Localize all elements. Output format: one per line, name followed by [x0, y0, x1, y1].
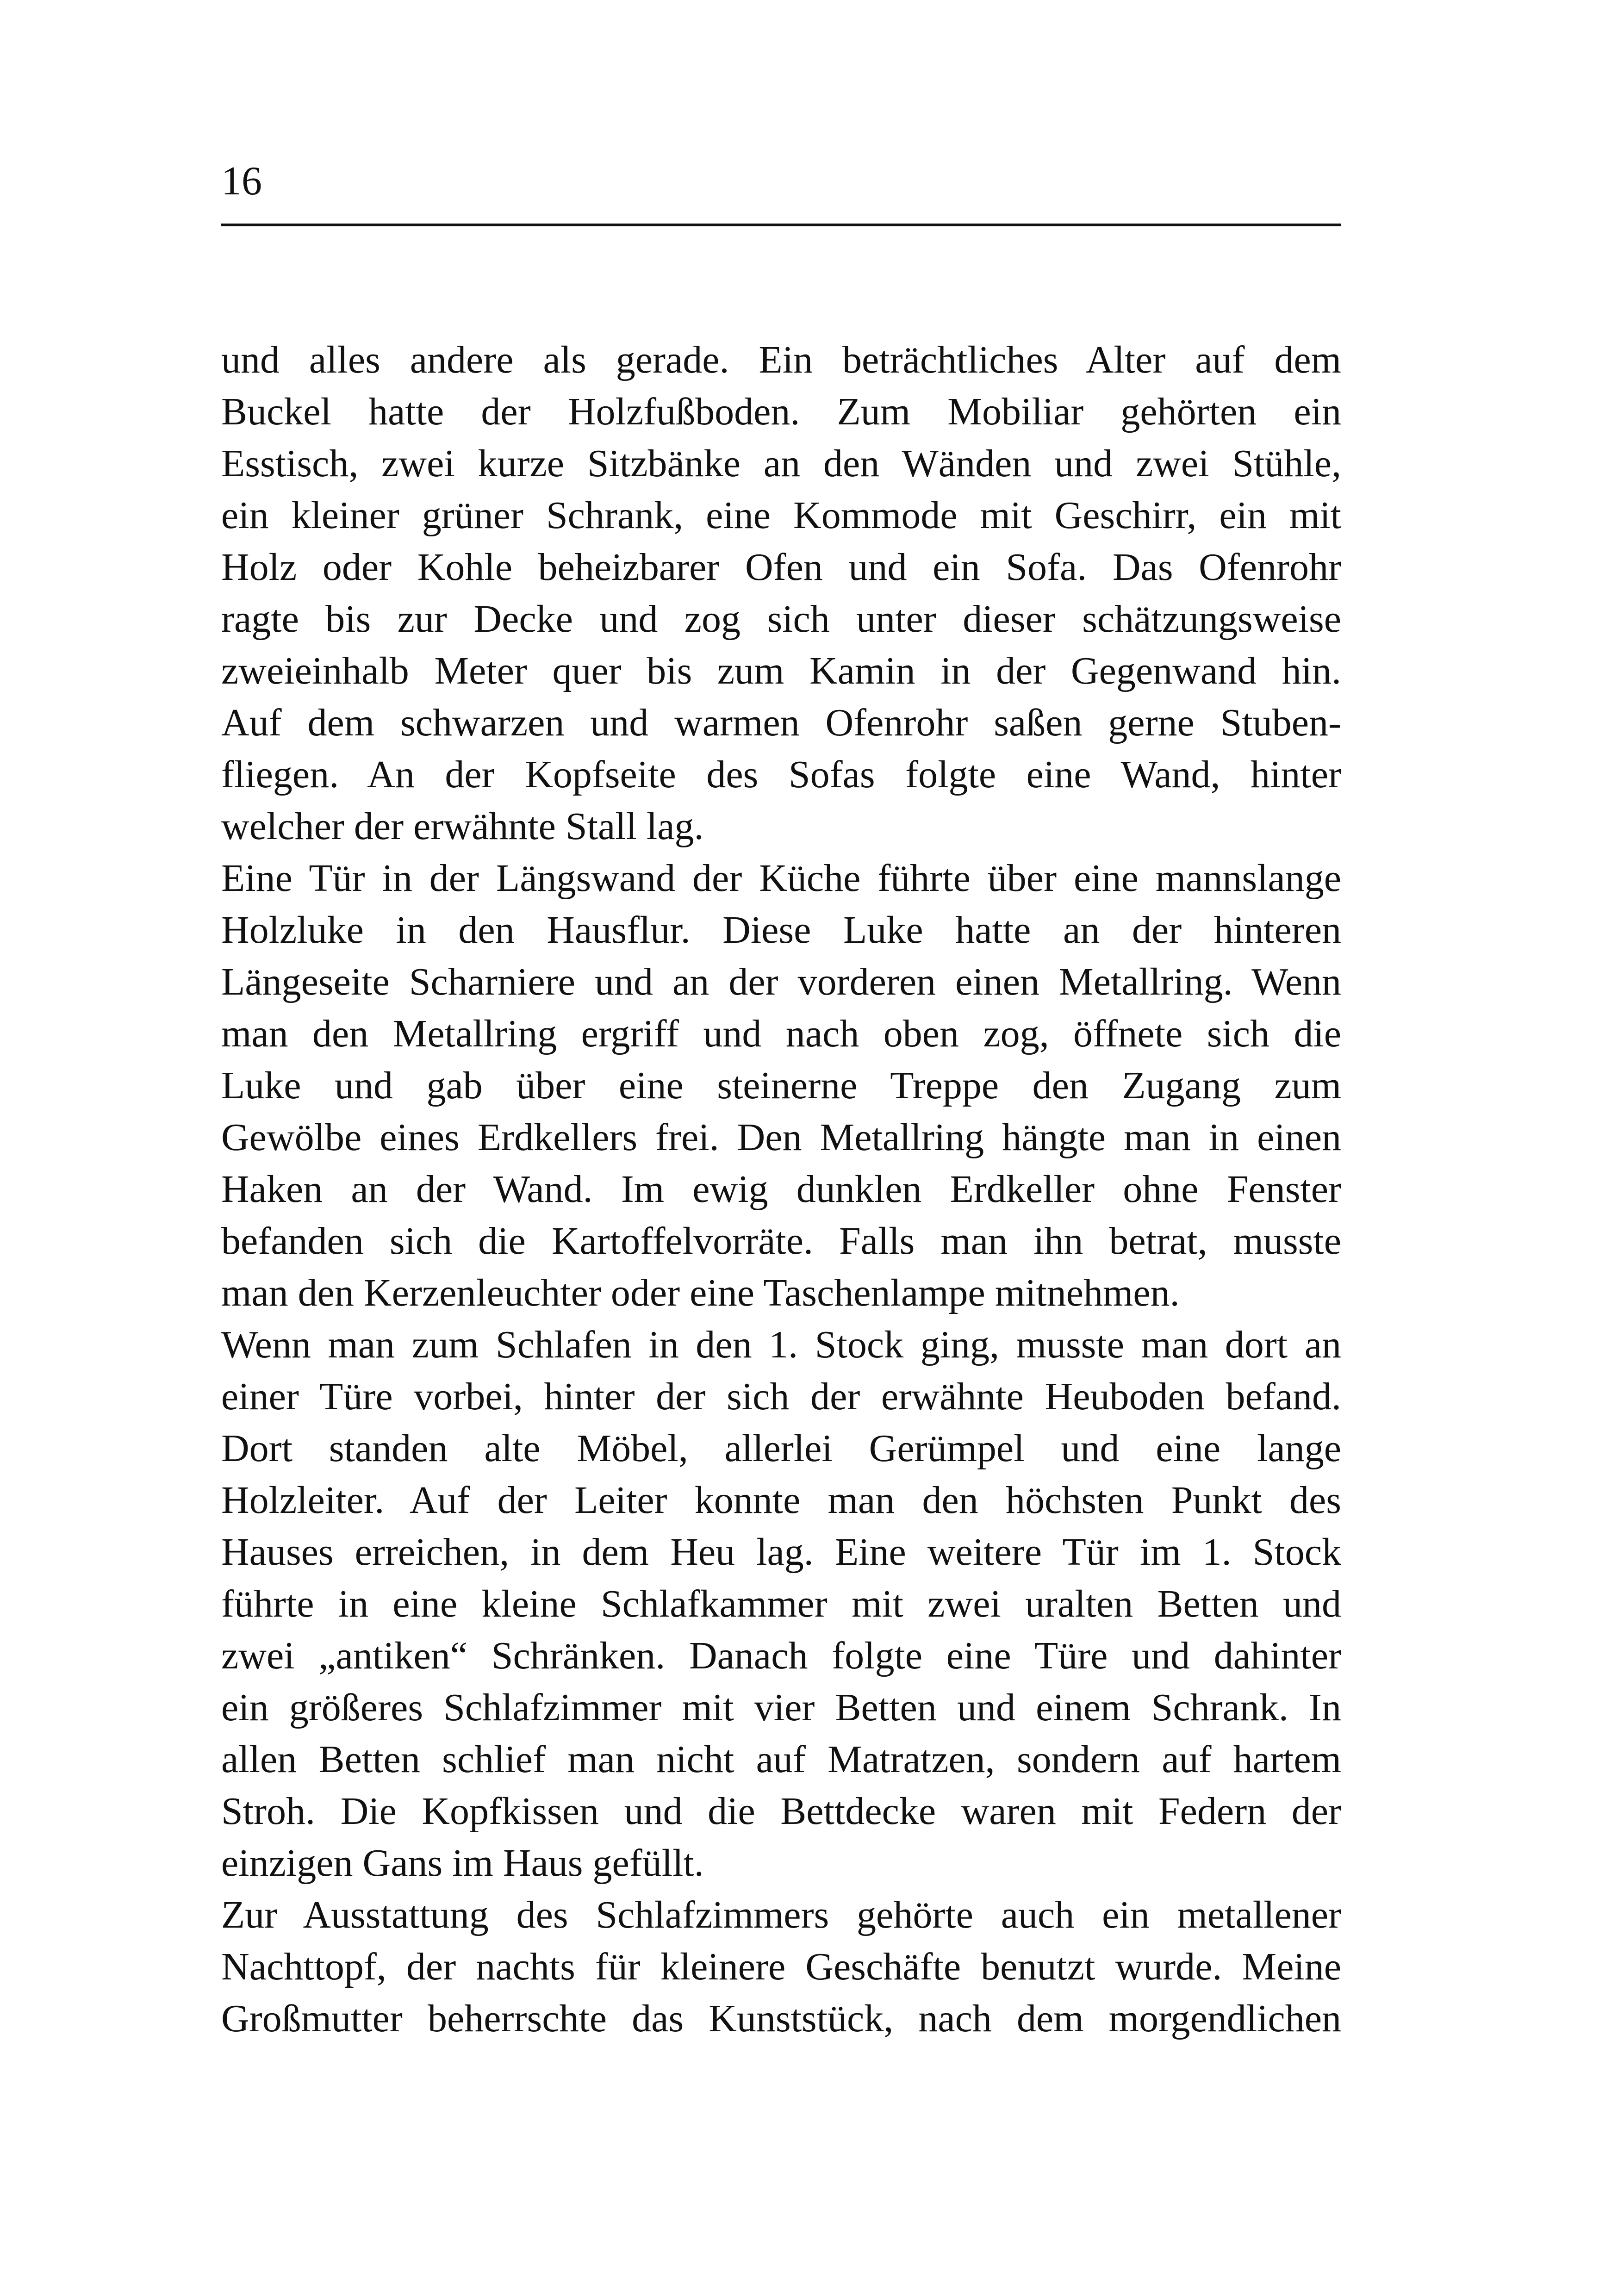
text-line: Gewölbe eines Erdkellers frei. Den Metallring hängte man in einen [221, 1116, 1341, 1159]
text-line: Großmutter beherrschte das Kunststück, nach dem morgendlichen [221, 1997, 1341, 2040]
text-line: führte in eine kleine Schlafkammer mit zwei uralten Betten und [221, 1582, 1341, 1625]
text-line: Esstisch, zwei kurze Sitzbänke an den Wänden und zwei Stühle, [221, 442, 1341, 485]
text-line: Wenn man zum Schlafen in den 1. Stock ging, musste man dort an [221, 1323, 1341, 1366]
text-line: ein kleiner grüner Schrank, eine Kommode mit Geschirr, ein mit [221, 494, 1341, 537]
text-line: zwei „antiken“ Schränken. Danach folgte eine Türe und dahinter [221, 1634, 1341, 1677]
text-line: einzigen Gans im Haus gefüllt. [221, 1842, 704, 1885]
text-line: Holzluke in den Hausflur. Diese Luke hatte an der hinteren [221, 908, 1341, 952]
text-line: Stroh. Die Kopfkissen und die Bettdecke waren mit Federn der [221, 1790, 1341, 1833]
text-line: Luke und gab über eine steinerne Treppe den Zugang zum [221, 1064, 1341, 1107]
text-line: Längeseite Scharniere und an der vorderen einen Metallring. Wenn [221, 960, 1341, 1003]
page-number: 16 [221, 159, 262, 204]
text-line: Eine Tür in der Längswand der Küche führte über eine mannslange [221, 857, 1341, 900]
body-text [221, 334, 1341, 2045]
text-line: Nachttopf, der nachts für kleinere Geschäfte benutzt wurde. Meine [221, 1945, 1341, 1988]
text-line: einer Türe vorbei, hinter der sich der erwähnte Heuboden befand. [221, 1375, 1341, 1418]
text-line: fliegen. An der Kopfseite des Sofas folgte eine Wand, hinter [221, 753, 1341, 796]
text-line: man den Metallring ergriff und nach oben zog, öffnete sich die [221, 1012, 1341, 1055]
text-line: Dort standen alte Möbel, allerlei Gerümpel und eine lange [221, 1427, 1341, 1470]
text-line: Haken an der Wand. Im ewig dunklen Erdkeller ohne Fenster [221, 1168, 1341, 1211]
text-line: welcher der erwähnte Stall lag. [221, 805, 704, 848]
text-line: und alles andere als gerade. Ein beträchtliches Alter auf dem [221, 338, 1341, 381]
text-line: Zur Ausstattung des Schlafzimmers gehörte auch ein metallener [221, 1893, 1341, 1936]
text-line: Holz oder Kohle beheizbarer Ofen und ein Sofa. Das Ofenrohr [221, 546, 1341, 589]
text-line: ragte bis zur Decke und zog sich unter dieser schätzungsweise [221, 597, 1341, 641]
text-line: zweieinhalb Meter quer bis zum Kamin in der Gegenwand hin. [221, 649, 1341, 692]
text-line: Hauses erreichen, in dem Heu lag. Eine weitere Tür im 1. Stock [221, 1531, 1341, 1574]
text-line: man den Kerzenleuchter oder eine Taschenlampe mitnehmen. [221, 1271, 1180, 1314]
text-line: allen Betten schlief man nicht auf Matratzen, sondern auf hartem [221, 1738, 1341, 1781]
header-rule [221, 224, 1341, 226]
text-line: Buckel hatte der Holzfußboden. Zum Mobiliar gehörten ein [221, 390, 1341, 433]
text-line: Holzleiter. Auf der Leiter konnte man den höchsten Punkt des [221, 1479, 1341, 1522]
text-line: befanden sich die Kartoffelvorräte. Falls man ihn betrat, musste [221, 1220, 1341, 1263]
text-line: Auf dem schwarzen und warmen Ofenrohr saßen gerne Stuben- [221, 701, 1341, 744]
text-line: ein größeres Schlafzimmer mit vier Betten und einem Schrank. In [221, 1686, 1341, 1729]
